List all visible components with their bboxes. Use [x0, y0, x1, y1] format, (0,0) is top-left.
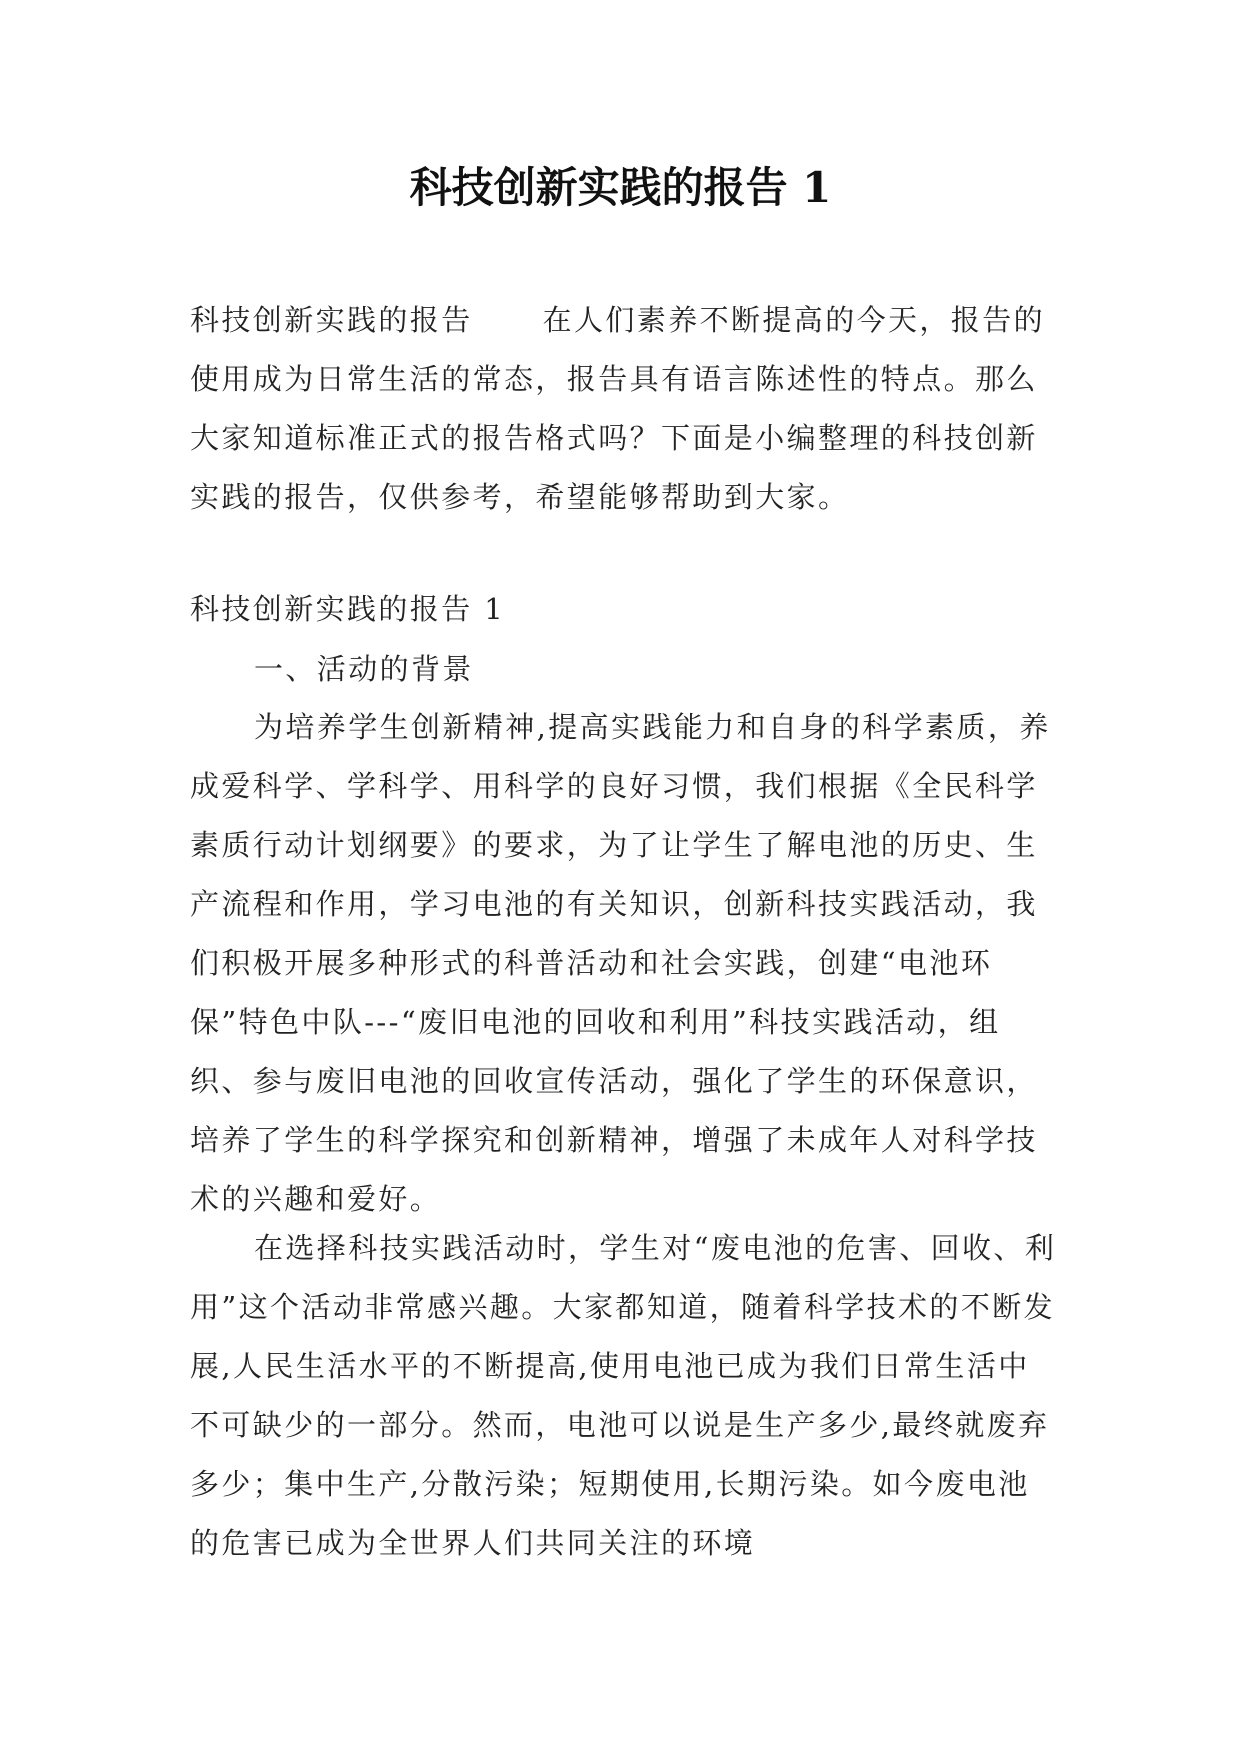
body-paragraph-1: 为培养学生创新精神,提高实践能力和自身的科学素质，养成爱科学、学科学、用科学的良好习惯，我们根据《全民科学素质行动计划纲要》的要求，为了让学生了解电池的历史、生产流程和作用，学习电池的有关知识，创新科技实践活动，我们积极开展多种形式的科普活动和社会实践，创建“电池环保”特色中队---“废旧电池的回收和利用”科技实践活动，组织、参与废旧电池的回收宣传活动，强化了学生的环保意识，培养了学生的科学探究和创新精神，增强了未成年人对科学技术的兴趣和爱好。 [190, 710, 1051, 1216]
body-paragraph-2: 在选择科技实践活动时，学生对“废电池的危害、回收、利用”这个活动非常感兴趣。大家都知道，随着科学技术的不断发展,人民生活水平的不断提高,使用电池已成为我们日常生活中不可缺少的一部分。然而，电池可以说是生产多少,最终就废弃多少；集中生产,分散污染；短期使用,长期污染。如今废电池的危害已成为全世界人们共同关注的环境 [190, 1231, 1057, 1560]
intro-lead: 科技创新实践的报告 [190, 303, 473, 337]
page-title: 科技创新实践的报告 1 [409, 163, 832, 212]
intro-paragraph [190, 291, 1058, 527]
intro-text: 在人们素养不断提高的今天，报告的使用成为日常生活的常态，报告具有语言陈述性的特点。那么大家知道标准正式的报告格式吗？下面是小编整理的科技创新实践的报告，仅供参考，希望能够帮助到大家。 [190, 303, 1046, 514]
section-heading: 科技创新实践的报告 1 [190, 592, 506, 626]
sub-heading: 一、活动的背景 [254, 652, 474, 686]
